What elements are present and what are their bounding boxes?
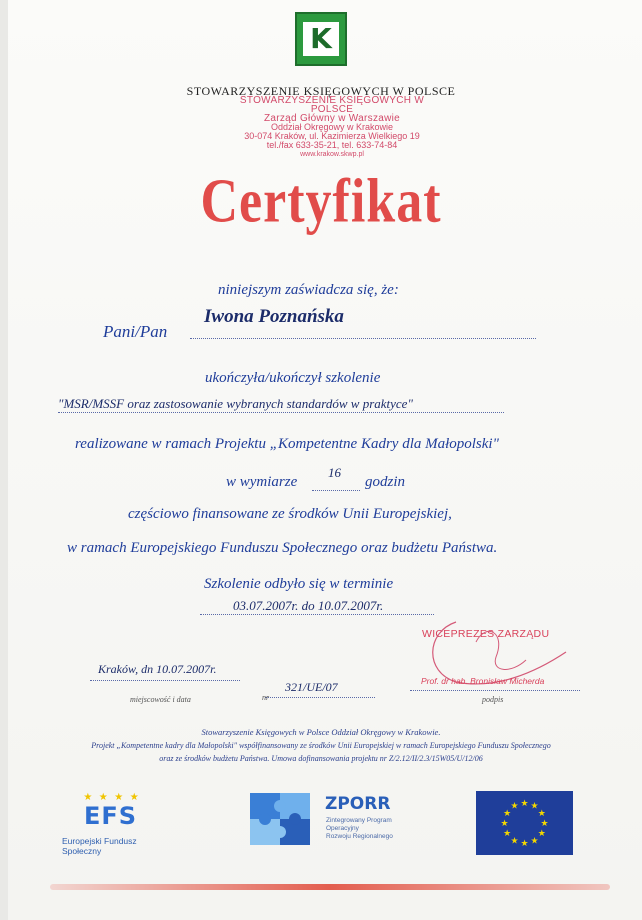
skwp-logo	[295, 12, 347, 66]
eu-star-icon: ★	[530, 836, 539, 847]
recipient-dotted-line	[190, 338, 536, 339]
hours-suffix: godzin	[365, 474, 406, 490]
signature-caption: podpis	[482, 695, 504, 704]
certificate-number: 321/UE/07	[285, 680, 338, 694]
eu-star-icon: ★	[503, 829, 512, 839]
date-dotted-line	[200, 614, 434, 615]
date-line: Szkolenie odbyło się w terminie	[204, 576, 394, 592]
eu-star-icon: ★	[537, 829, 546, 839]
zporr-puzzle-icon	[248, 791, 314, 849]
eu-star-icon: ★	[500, 819, 509, 829]
recipient-name: Iwona Poznańska	[204, 306, 344, 327]
funding-line-1: częściowo finansowane ze środków Unii Europejskiej,	[128, 506, 452, 522]
hours-prefix: w wymiarze	[226, 474, 298, 490]
stamp-line: 30-074 Kraków, ul. Kazimierza Wielkiego 19	[244, 131, 420, 141]
stamp-line: Zarząd Główny w Warszawie	[263, 113, 401, 124]
eu-star-icon: ★	[540, 819, 549, 829]
efs-stars-icon: ★ ★ ★ ★	[83, 792, 141, 803]
number-caption: nr	[262, 693, 270, 702]
hours-dotted-line	[312, 490, 360, 491]
eu-flag-icon	[476, 791, 573, 855]
efs-logo	[62, 792, 162, 856]
skwp-logo-letter: K	[303, 22, 339, 56]
place-date: Kraków, dn 10.07.2007r.	[98, 662, 217, 676]
signature-title: WICEPREZES ZARZĄDU	[422, 628, 550, 640]
footer-line-1: Stowarzyszenie Księgowych w Polsce Oddział Okręgowy w Krakowie.	[201, 727, 441, 737]
zporr-mark: ZPORR	[325, 794, 391, 814]
number-dotted-line	[265, 697, 375, 698]
certify-line: niniejszym zaświadcza się, że:	[218, 282, 399, 298]
funding-line-2: w ramach Europejskiego Funduszu Społecznego oraz budżetu Państwa.	[67, 540, 498, 556]
zporr-caption	[326, 817, 393, 841]
organization-name: STOWARZYSZENIE KSIĘGOWYCH W POLSCE	[186, 84, 456, 98]
bottom-decorative-strip	[50, 884, 610, 890]
stamp-line: Oddział Okręgowy w Krakowie	[270, 122, 394, 132]
signature-dotted-line	[410, 690, 580, 691]
project-line: realizowane w ramach Projektu „Kompetentne Kadry dla Małopolski"	[75, 436, 499, 452]
date-range: 03.07.2007r. do 10.07.2007r.	[233, 598, 384, 613]
stamp-line: STOWARZYSZENIE KSIĘGOWYCH W POLSCE	[239, 95, 425, 115]
zporr-caption-line: Zintegrowany Program	[326, 817, 392, 824]
course-name: "MSR/MSSF oraz zastosowanie wybranych standardów w praktyce"	[58, 396, 413, 411]
organization-stamp	[232, 96, 432, 159]
eu-star-icon: ★	[503, 809, 512, 819]
certificate-title: Certyfikat	[200, 167, 442, 236]
completed-line: ukończyła/ukończył szkolenie	[205, 370, 381, 386]
footer-line-3: oraz ze środków budżetu Państwa. Umowa dofinansowania projektu nr Z/2.12/II/2.3/15W05/U/12/06	[159, 754, 483, 763]
efs-mark: EFS	[84, 802, 138, 830]
eu-star-icon: ★	[510, 801, 519, 812]
eu-star-icon: ★	[520, 839, 529, 849]
footer-line-2: Projekt „Kompetentne kadry dla Małopolski" współfinansowany ze środków Unii Europejskiej w ramach Europejskiego Funduszu Społecznego	[91, 741, 551, 750]
eu-star-icon: ★	[537, 809, 546, 819]
eu-star-icon: ★	[530, 801, 539, 812]
zporr-caption-line: Operacyjny	[326, 825, 359, 832]
efs-caption: Europejski Fundusz Społeczny	[62, 836, 137, 856]
eu-star-icon: ★	[520, 799, 529, 809]
zporr-caption-line: Rozwoju Regionalnego	[326, 833, 393, 840]
place-date-caption: miejscowość i data	[130, 695, 191, 704]
place-date-dotted-line	[90, 680, 240, 681]
signatory-name: Prof. dr hab. Bronisław Micherda	[421, 676, 545, 686]
stamp-line: tel./fax 633-35-21, tel. 633-74-84	[266, 140, 398, 150]
recipient-label: Pani/Pan	[103, 322, 168, 341]
stamp-line: www.krakow.skwp.pl	[300, 151, 364, 158]
hours-value: 16	[328, 465, 341, 480]
course-dotted-line	[58, 412, 504, 413]
eu-star-icon: ★	[510, 836, 519, 847]
